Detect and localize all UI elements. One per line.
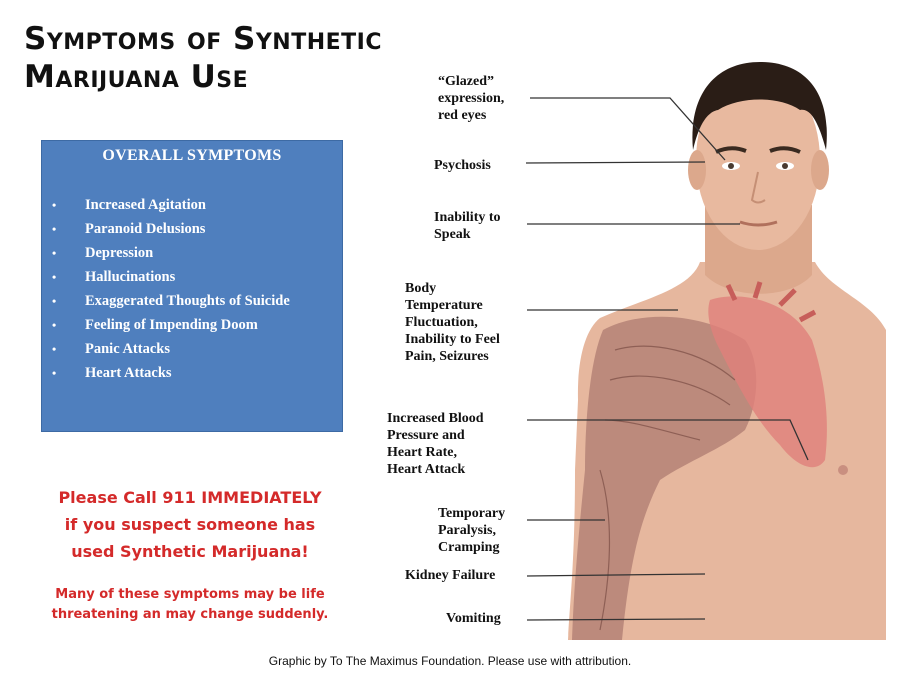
symptom-list <box>42 197 305 389</box>
list-item <box>42 317 305 334</box>
list-item <box>42 269 305 286</box>
overall-symptoms-heading: OVERALL SYMPTOMS <box>102 147 282 164</box>
bullet-icon: • <box>52 342 57 356</box>
symptom-text: Increased Agitation <box>85 197 206 213</box>
title-line-2: Marijuana Use <box>24 59 249 95</box>
nipple-right-shape <box>838 465 848 475</box>
symptom-text: Depression <box>85 245 154 261</box>
symptom-text: Exaggerated Thoughts of Suicide <box>85 293 290 309</box>
leader-line-psychosis <box>526 162 705 163</box>
warning-note-line-1: Many of these symptoms may be life <box>55 587 325 602</box>
bullet-icon: • <box>52 246 57 260</box>
label-line: Fluctuation, <box>405 315 478 330</box>
ear-right-shape <box>811 150 829 190</box>
label-line: Kidney Failure <box>405 568 496 583</box>
title-line-1: Symptoms of Synthetic <box>24 21 382 57</box>
ear-left-shape <box>688 150 706 190</box>
label-line: Cramping <box>438 540 500 555</box>
list-item <box>42 197 305 214</box>
label-line: Pain, Seizures <box>405 349 489 364</box>
list-item <box>42 221 305 238</box>
label-line: Speak <box>434 227 471 242</box>
bullet-icon: • <box>52 222 57 236</box>
label-psychosis <box>434 157 491 174</box>
symptom-text: Feeling of Impending Doom <box>85 317 258 333</box>
pupil-left-shape <box>728 163 734 169</box>
list-item <box>42 365 305 382</box>
symptom-text: Panic Attacks <box>85 341 170 357</box>
label-blood-pressure <box>387 410 484 478</box>
bullet-icon: • <box>52 198 57 212</box>
label-line: Heart Attack <box>387 462 466 477</box>
warning-note <box>40 585 340 625</box>
attribution-credit: Graphic by To The Maximus Foundation. Please use with attribution. <box>268 654 632 668</box>
warning-line-1: Please Call 911 IMMEDIATELY <box>58 488 322 507</box>
label-line: Body <box>405 281 437 296</box>
label-line: Vomiting <box>446 611 501 626</box>
label-line: Pressure and <box>387 428 465 443</box>
overall-symptoms-box <box>41 140 343 432</box>
bullet-icon: • <box>52 294 57 308</box>
warning-line-3: used Synthetic Marijuana! <box>71 542 309 561</box>
warning-line-2: if you suspect someone has <box>64 515 316 534</box>
pupil-right-shape <box>782 163 788 169</box>
label-line: expression, <box>438 91 505 106</box>
emergency-warning <box>40 484 340 565</box>
label-line: Psychosis <box>434 158 491 173</box>
label-kidney-failure <box>405 567 495 584</box>
label-line: Temperature <box>405 298 483 313</box>
label-glazed-expression <box>438 73 504 124</box>
label-temporary-paralysis <box>438 505 505 556</box>
label-line: Paralysis, <box>438 523 496 538</box>
label-line: Inability to Feel <box>405 332 500 347</box>
bullet-icon: • <box>52 318 57 332</box>
label-vomiting <box>446 610 501 627</box>
symptom-text: Hallucinations <box>85 269 176 285</box>
symptom-text: Paranoid Delusions <box>85 221 206 237</box>
bullet-icon: • <box>52 270 57 284</box>
warning-note-line-2: threatening an may change suddenly. <box>51 607 329 622</box>
label-inability-to-speak <box>434 209 501 243</box>
bullet-icon: • <box>52 366 57 380</box>
label-body-temperature <box>405 280 500 365</box>
symptom-text: Heart Attacks <box>85 365 172 381</box>
list-item <box>42 341 305 358</box>
list-item <box>42 293 305 310</box>
list-item <box>42 245 305 262</box>
label-line: “Glazed” <box>438 74 494 89</box>
label-line: Heart Rate, <box>387 445 457 460</box>
label-line: red eyes <box>438 108 487 123</box>
label-line: Increased Blood <box>387 411 484 426</box>
label-line: Temporary <box>438 506 506 521</box>
label-line: Inability to <box>434 210 501 225</box>
